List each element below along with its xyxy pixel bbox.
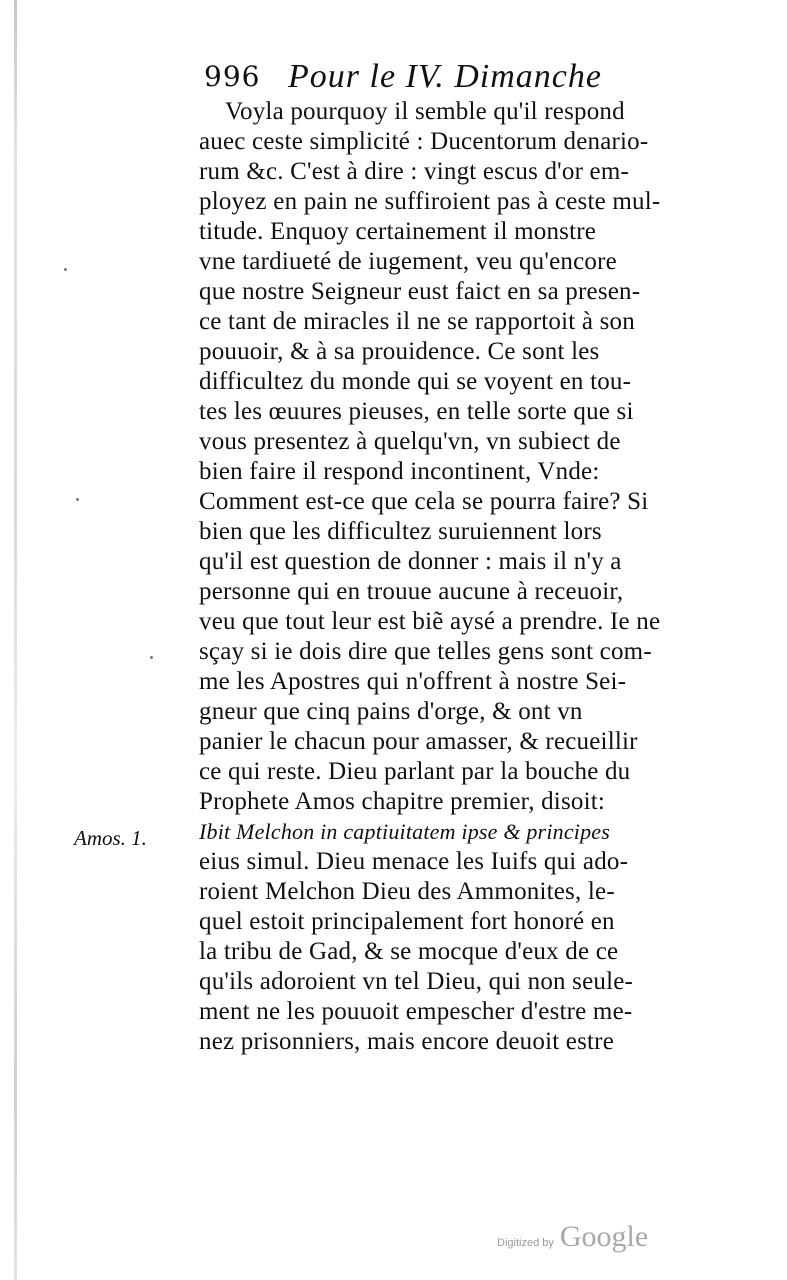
- body-text: [199, 97, 704, 1057]
- text-line: gneur que cinq pains d'orge, & ont vn: [199, 698, 583, 725]
- text-line: roient Melchon Dieu des Ammonites, le-: [199, 878, 615, 905]
- text-line: qu'ils adoroient vn tel Dieu, qui non seule-: [199, 968, 634, 995]
- scan-speck: [150, 656, 153, 659]
- google-logo: Google: [559, 1220, 649, 1253]
- text-line: ployez en pain ne suffiroient pas à ceste mul-: [199, 188, 661, 215]
- running-title: Pour le IV. Dimanche: [288, 58, 602, 95]
- margin-note: Amos. 1.: [74, 826, 147, 850]
- digitized-watermark: [497, 1220, 648, 1254]
- text-line: personne qui en trouue aucune à receuoir,: [199, 578, 624, 605]
- text-line: la tribu de Gad, & se mocque d'eux de ce: [199, 938, 619, 965]
- text-line: Comment est-ce que cela se pourra faire? Si: [199, 488, 649, 515]
- text-line: bien que les difficultez suruiennent lors: [199, 518, 602, 545]
- text-line: titude. Enquoy certainement il monstre: [199, 218, 597, 245]
- text-line: rum &c. C'est à dire : vingt escus d'or em-: [199, 158, 630, 185]
- text-line: nez prisonniers, mais encore deuoit estre: [199, 1028, 614, 1055]
- scan-speck: [76, 498, 79, 501]
- text-line: me les Apostres qui n'offrent à nostre Sei-: [199, 668, 627, 695]
- gutter-shadow: [14, 0, 17, 1280]
- text-line: vne tardiueté de iugement, veu qu'encore: [199, 248, 617, 275]
- text-line: qu'il est question de donner : mais il n'y a: [199, 548, 622, 575]
- text-line: Prophete Amos chapitre premier, disoit:: [199, 788, 606, 815]
- text-line: ment ne les pouuoit empescher d'estre me-: [199, 998, 633, 1025]
- text-line: panier le chacun pour amasser, & recueillir: [199, 728, 638, 755]
- text-line: que nostre Seigneur eust faict en sa presen-: [199, 278, 641, 305]
- text-line: quel estoit principalement fort honoré en: [199, 908, 615, 935]
- text-line: ce qui reste. Dieu parlant par la bouche du: [199, 758, 631, 785]
- text-line: ce tant de miracles il ne se rapportoit à son: [199, 308, 635, 335]
- text-line: veu que tout leur est biẽ aysé a prendre. Ie ne: [199, 608, 661, 635]
- page-number: 996: [204, 60, 261, 93]
- text-line: bien faire il respond incontinent, Vnde:: [199, 458, 600, 485]
- text-line: Voyla pourquoy il semble qu'il respond: [225, 98, 625, 125]
- text-line: difficultez du monde qui se voyent en tou-: [199, 368, 632, 395]
- text-line: eius simul. Dieu menace les Iuifs qui ado-: [199, 848, 629, 875]
- watermark-prefix: Digitized by: [497, 1237, 554, 1249]
- text-line: tes les œuures pieuses, en telle sorte que si: [199, 398, 634, 425]
- text-line-latin: Ibit Melchon in captiuitatem ipse & principes: [199, 819, 611, 844]
- scan-speck: [64, 268, 67, 271]
- text-line: sçay si ie dois dire que telles gens sont com-: [199, 638, 652, 665]
- text-line: pouuoir, & à sa prouidence. Ce sont les: [199, 338, 600, 365]
- page-header: [204, 58, 724, 102]
- text-line: vous presentez à quelqu'vn, vn subiect de: [199, 428, 621, 455]
- text-line: auec ceste simplicité : Ducentorum denario-: [199, 128, 649, 155]
